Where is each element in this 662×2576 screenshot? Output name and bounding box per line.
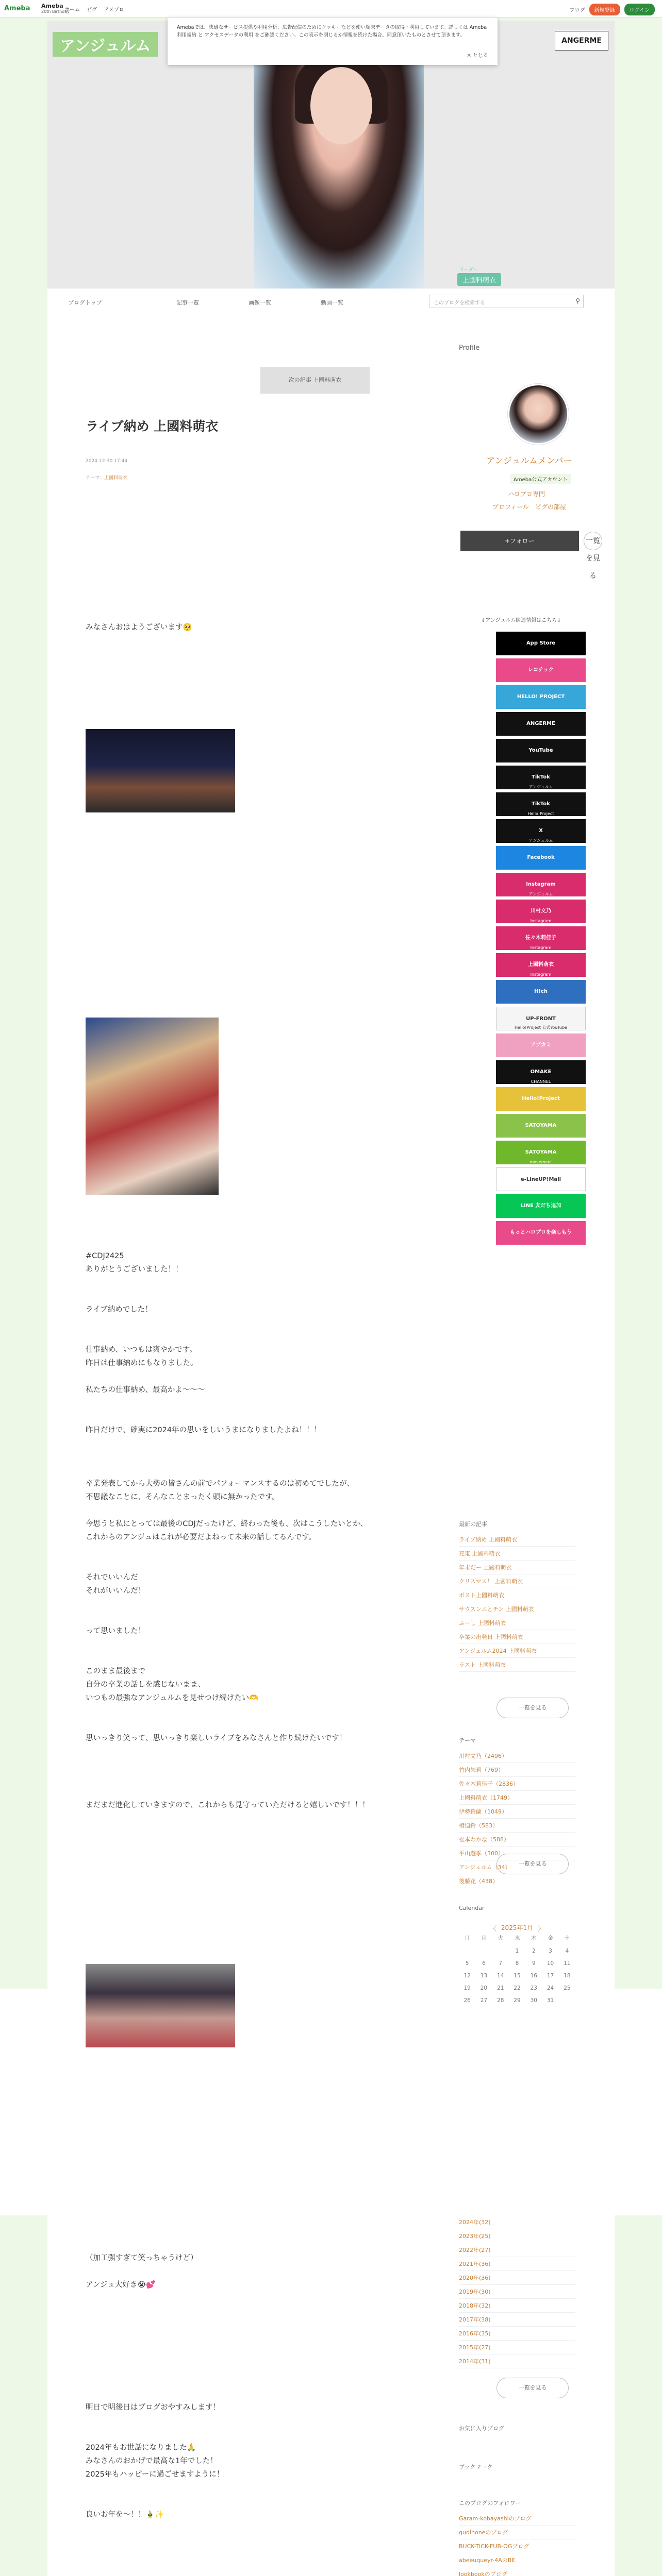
recent-item[interactable]: アンジュルム2024 上國料萌衣 [459, 1644, 575, 1658]
official-banner-13[interactable]: H!ch [496, 980, 586, 1004]
archive-item[interactable]: 2020年(36) [459, 2271, 575, 2285]
official-banner-11[interactable]: 佐々木莉佳子 Instagram [496, 926, 586, 950]
official-banner-10[interactable]: 川村文乃 Instagram [496, 900, 586, 923]
official-banner-16[interactable]: OMAKE CHANNEL [496, 1060, 586, 1084]
calendar-day[interactable]: 23 [530, 1985, 537, 1991]
cookie-text: Amebaでは、快適なサービス提供や利用分析、広告配信のためにクッキーなどを使い端末データの取得・利用しています。詳しくは Ameba利用規約 と アクセスデータの利用 をご確認ください。この表示を閉じるか情報を続けた場合、同意頂いたものとさせて頂きます。 [177, 25, 487, 38]
post-theme: テーマ：上國料萌衣 [86, 476, 128, 481]
theme-item[interactable]: 橋迫鈴（583） [459, 1819, 575, 1833]
theme-item[interactable]: 平山遊季（300） [459, 1846, 575, 1860]
followers-heading: このブログのフォロワー [459, 2500, 521, 2506]
calendar-day[interactable]: 5 [465, 1960, 469, 1967]
ameba-logo[interactable]: Ameba [4, 5, 30, 12]
follower-item[interactable]: abeeuqueyr-4AのBE [459, 2553, 575, 2567]
archive-item[interactable]: 2019年(30) [459, 2285, 575, 2299]
calendar-prev-icon[interactable]: 〈 [490, 1925, 497, 1933]
nav-blog-top[interactable]: ブログトップ [68, 299, 102, 306]
calendar-day[interactable]: 30 [530, 1997, 537, 2004]
brand-logo: ANGERME [555, 31, 608, 50]
post-title[interactable]: ライブ納め 上國料萌衣 [86, 419, 219, 434]
blog-nav [47, 289, 615, 315]
ameba-anniversary-logo[interactable]: Ameba 20th Birthday [41, 3, 70, 14]
cookie-close-button[interactable]: ✕ とじる [467, 53, 488, 59]
calendar-day[interactable]: 12 [464, 1973, 471, 1979]
calendar-day: 木 [531, 1935, 537, 1941]
theme-heading: テーマ [459, 1737, 476, 1744]
calendar-day[interactable]: 6 [482, 1960, 486, 1967]
official-banner-17[interactable]: Hello!Project [496, 1087, 586, 1111]
calendar-day[interactable]: 9 [532, 1960, 536, 1967]
calendar-day[interactable]: 21 [497, 1985, 504, 1991]
theme-more-button[interactable]: 一覧を見る [496, 1854, 569, 1874]
top-nav-home[interactable]: ホーム [64, 7, 80, 13]
calendar-day[interactable]: 19 [464, 1985, 471, 1991]
top-bar [0, 0, 662, 18]
post-image-group[interactable] [86, 1018, 219, 1195]
calendar-day[interactable]: 4 [565, 1948, 569, 1954]
archive-item[interactable]: 2016年(35) [459, 2327, 575, 2341]
official-banner-4[interactable]: YouTube [496, 739, 586, 762]
archive-item[interactable]: 2018年(32) [459, 2299, 575, 2313]
official-banner-18[interactable]: SATOYAMA [496, 1114, 586, 1138]
recent-item[interactable]: 年末だー 上國料萌衣 [459, 1561, 575, 1574]
calendar-day[interactable]: 10 [547, 1960, 554, 1967]
blog-search-input[interactable]: このブログを検索する ⚲ [429, 295, 584, 308]
calendar-day[interactable]: 3 [549, 1948, 552, 1954]
theme-item[interactable]: 伊勢鈴蘭（1049） [459, 1805, 575, 1819]
sidebar-profile-heading: Profile [459, 344, 480, 352]
recent-item[interactable]: ライブ納め 上國料萌衣 [459, 1533, 575, 1547]
calendar-day[interactable]: 20 [480, 1985, 488, 1991]
official-banner-20[interactable]: e-LineUP!Mall [496, 1167, 586, 1191]
official-banner-8[interactable]: Facebook [496, 846, 586, 870]
archive-more-button[interactable]: 一覧を見る [496, 2378, 569, 2398]
calendar-day[interactable]: 31 [547, 1997, 554, 2004]
archive-item[interactable]: 2023年(25) [459, 2229, 575, 2243]
calendar-day[interactable]: 11 [564, 1960, 571, 1967]
official-banner-1[interactable]: レコチョク [496, 658, 586, 682]
calendar-day [475, 1948, 492, 1954]
post-image-live[interactable] [86, 729, 235, 812]
follower-item[interactable]: gudinoneのブログ [459, 2526, 575, 2539]
favorite-blogs-heading: お気に入りブログ [459, 2425, 504, 2432]
calendar-day: 水 [514, 1935, 520, 1941]
official-badge: Ameba公式アカウント [510, 474, 571, 484]
follower-item[interactable]: lookbookのブログ [459, 2567, 575, 2576]
profile-link-hp[interactable]: ハロプロ専門 [508, 490, 545, 498]
official-banner-5[interactable]: TikTok アンジュルム [496, 766, 586, 789]
recent-list [459, 1533, 575, 1672]
official-banner-7[interactable]: X アンジュルム [496, 819, 586, 843]
recent-item[interactable]: ふーし 上國料萌衣 [459, 1616, 575, 1630]
top-right [570, 4, 655, 15]
post-image-members[interactable] [86, 1964, 235, 2047]
theme-item[interactable]: 川村文乃（2496） [459, 1749, 575, 1763]
theme-item[interactable]: 上國料萌衣（1749） [459, 1791, 575, 1805]
calendar-day: 火 [498, 1935, 503, 1941]
sidebar-more-button[interactable]: 一覧を見る [584, 532, 602, 550]
calendar-day [559, 1997, 575, 2004]
calendar-month: 2025年1月 [501, 1924, 534, 1931]
photo-face [310, 67, 372, 144]
calendar-day: 土 [564, 1935, 570, 1941]
profile-name[interactable]: アンジュルムメンバー [486, 456, 572, 466]
top-nav [64, 5, 129, 13]
top-nav-pigg[interactable]: ピグ [87, 7, 97, 13]
theme-item[interactable]: 後藤花（438） [459, 1874, 575, 1888]
signup-button[interactable]: 新規登録 [589, 4, 620, 15]
follower-item[interactable]: BUCK-TICK-FUB-OGブログ [459, 2539, 575, 2553]
post-text-greeting: みなさんおはようございます🥺 [86, 623, 192, 632]
profile-link-room[interactable]: ピグの部屋 [535, 503, 566, 511]
official-banner-9[interactable]: Instagram アンジュルム [496, 873, 586, 896]
official-banner-14[interactable]: UP-FRONT Hello!Project 公式YouTube [496, 1007, 586, 1030]
bookmark-heading: ブックマーク [459, 2464, 493, 2470]
theme-item[interactable]: 佐々木莉佳子（2836） [459, 1777, 575, 1791]
recent-item[interactable]: クリスマス！ 上國料萌衣 [459, 1574, 575, 1588]
post-text-body: #CDJ2425 ありがとうございました！！ ライブ納めでした！ 仕事納め、いつもは爽やかです。 昨日は仕事納めにもなりました。 私たちの仕事納め、最高かよ〜〜〜 昨日だけで、確実に2024年の思いをしいうまになりましたよね！！！ 卒業発表してから大勢の皆さんの前でパフォーマンスするのは初めてでしたが、 不思議なことに、そんなことまったく頭に無かったです。 今思うと私にとっては最後のCDJだったけど、終わった後も、次はこうしたいとか、 これからのアンジュはこれが必要だよねって未来の話してるんです。 それでいいんだ それがいいんだ！ って思いました！ このまま最後まで 自分の卒業の話しを感じないまま、 いつもの最強なアンジュルムを見せつけ続けたい🫶 思いっきり笑って、思いっきり楽しいライブをみなさんと作り続けたいです！ まだまだ進化していきますので、これからも見守っていただけると嬉しいです！！！ [86, 1252, 370, 1809]
nav-entries[interactable]: 記事一覧 [176, 299, 199, 306]
official-banner-19[interactable]: SATOYAMA movement [496, 1141, 586, 1164]
top-link-blog[interactable]: ブログ [569, 8, 585, 13]
calendar-day[interactable]: 8 [515, 1960, 519, 1967]
recent-item[interactable]: 充電 上國料萌衣 [459, 1547, 575, 1561]
sidebar-follow-button[interactable]: +フォロー [460, 531, 579, 551]
calendar-day[interactable]: 2 [532, 1948, 536, 1954]
theme-item[interactable]: 竹内朱莉（769） [459, 1763, 575, 1777]
recent-item[interactable]: 卒業の出発日 上國料萌衣 [459, 1630, 575, 1644]
archive-item[interactable]: 2017年(38) [459, 2313, 575, 2327]
calendar-day[interactable]: 24 [547, 1985, 554, 1991]
profile-avatar[interactable] [508, 384, 569, 445]
post-theme-link[interactable]: 上國料萌衣 [104, 476, 128, 481]
follower-item[interactable]: Garam-kobayashiのブログ [459, 2512, 575, 2526]
official-banners [496, 632, 589, 1248]
theme-item[interactable]: 松本わかな（588） [459, 1833, 575, 1846]
recent-item[interactable]: ポスト上國料萌衣 [459, 1588, 575, 1602]
calendar-day: 日 [464, 1935, 470, 1941]
archive-list [459, 2215, 575, 2368]
official-links-heading: ↓アンジュルム関連情報はこちら↓ [481, 618, 561, 623]
calendar-day[interactable]: 14 [497, 1973, 504, 1979]
next-post-button[interactable]: 次の記事 上國料萌衣 [260, 367, 370, 394]
calendar-day[interactable]: 7 [499, 1960, 503, 1967]
blog-title[interactable]: アンジュルム [53, 32, 158, 57]
calendar-day[interactable]: 26 [464, 1997, 471, 2004]
top-nav-ameblo[interactable]: アメブロ [104, 7, 124, 13]
calendar-heading: Calendar [459, 1905, 485, 1911]
calendar-day[interactable]: 16 [530, 1973, 537, 1979]
theme-item[interactable]: アンジュルム（34） [459, 1860, 575, 1874]
recent-heading: 最新の記事 [459, 1521, 487, 1528]
profile-links-row [492, 502, 566, 511]
archive-item[interactable]: 2024年(32) [459, 2215, 575, 2229]
nav-images[interactable]: 画像一覧 [249, 299, 271, 306]
archive-item[interactable]: 2014年(31) [459, 2354, 575, 2368]
calendar-day[interactable]: 29 [514, 1997, 521, 2004]
profile-link-profile[interactable]: プロフィール [492, 503, 529, 511]
nav-videos[interactable]: 動画一覧 [321, 299, 343, 306]
calendar-day [459, 1948, 475, 1954]
official-banner-22[interactable]: もっとハロプロを楽しもう [496, 1221, 586, 1245]
official-banner-21[interactable]: LINE 友だち追加 [496, 1194, 586, 1218]
followers-list [459, 2512, 575, 2576]
calendar-day[interactable]: 1 [515, 1948, 519, 1954]
official-banner-0[interactable]: App Store [496, 632, 586, 655]
calendar-day [492, 1948, 509, 1954]
post-date: 2024-12-30 17:44 [86, 459, 128, 464]
calendar-day: 金 [548, 1935, 553, 1941]
calendar-day: 月 [481, 1935, 487, 1941]
archive-item[interactable]: 2022年(27) [459, 2243, 575, 2257]
official-banner-12[interactable]: 上國料萌衣 Instagram [496, 953, 586, 977]
member-nametag: リーダー 上國料萌衣 [457, 273, 501, 286]
calendar-day[interactable]: 27 [480, 1997, 488, 2004]
recent-more-button[interactable]: 一覧を見る [496, 1698, 569, 1718]
calendar-day[interactable]: 17 [547, 1973, 554, 1979]
search-icon[interactable]: ⚲ [575, 297, 580, 304]
calendar-day[interactable]: 25 [564, 1985, 571, 1991]
official-banner-15[interactable]: アプカミ [496, 1033, 586, 1057]
calendar [459, 1920, 575, 2004]
post-text-caption: （加工强すぎて笑っちゃうけど） アンジュ大好き😭💕 [86, 2254, 198, 2289]
calendar-day[interactable]: 15 [514, 1973, 521, 1979]
archive-item[interactable]: 2015年(27) [459, 2341, 575, 2354]
recent-item[interactable]: サウスンニとチン 上國料萌衣 [459, 1602, 575, 1616]
official-banner-3[interactable]: ANGERME [496, 712, 586, 736]
post-text-closing: 明日で明後日はブログおやすみします！ 2024年もお世話になりました🙏 みなさんのおかげで最高な1年でした！ 2025年もハッピーに過ごせますように！ 良いお年を〜！！🎍✨ [86, 2403, 224, 2519]
calendar-day[interactable]: 22 [514, 1985, 521, 1991]
calendar-grid [459, 1934, 575, 2004]
archive-item[interactable]: 2021年(36) [459, 2257, 575, 2271]
calendar-day[interactable]: 18 [564, 1973, 571, 1979]
cookie-banner [168, 18, 498, 65]
calendar-day[interactable]: 28 [497, 1997, 504, 2004]
official-banner-2[interactable]: HELLO! PROJECT [496, 685, 586, 709]
calendar-day[interactable]: 13 [480, 1973, 488, 1979]
recent-item[interactable]: ラスト 上國料萌衣 [459, 1658, 575, 1672]
calendar-next-icon[interactable]: 〉 [537, 1925, 544, 1933]
login-button[interactable]: ログイン [624, 4, 655, 15]
official-banner-6[interactable]: TikTok Hello!Project [496, 792, 586, 816]
